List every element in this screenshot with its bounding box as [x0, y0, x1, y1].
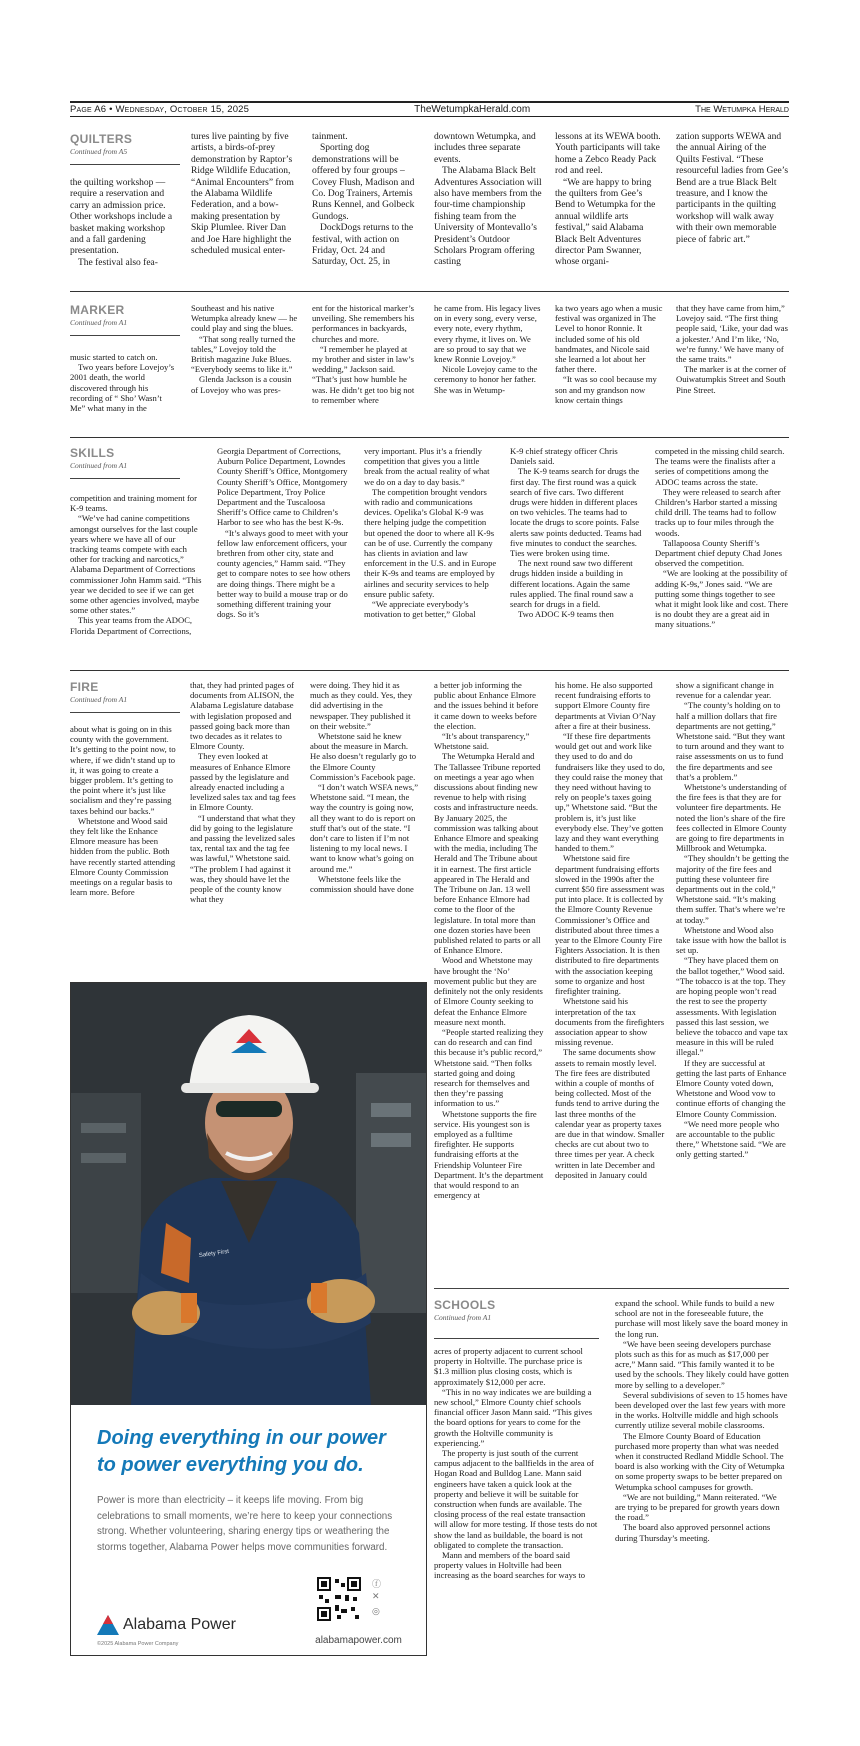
section-rule — [70, 335, 180, 336]
hat-text: Safety First — [198, 1248, 230, 1260]
article-column — [655, 446, 789, 662]
paragraph: “It was so cool because my son and my grandson now know certain things — [555, 374, 657, 405]
article-column — [555, 132, 663, 280]
paragraph: The property is just south of the current campus adjacent to the ballfields in the area of Hogan Road and Bulldog Lane. Mann said engineers have taken a quick look at the property and believe it will be suitable for construction when funds are available. The closing process of the real estate transaction will allow for more testing. If those tests do not show the land as buildable, the board is not obligated to complete the transaction. — [434, 1448, 598, 1550]
paragraph: Sporting dog demonstrations will be offered by four groups – Covey Flush, Madison and Co. Dog Trainers, Artemis Runs Kennel, and Golbeck Gundogs. — [312, 143, 415, 222]
logo-triangle-icon — [97, 1615, 119, 1635]
article-column — [555, 303, 663, 431]
paragraph: The Alabama Black Belt Adventures Association will also have members from the four-time championship fishing team from the University of Montevallo’s President’s Outdoor Scholars Program offering casting — [434, 166, 542, 268]
paragraph: They even looked at measures of Enhance Elmore passed by the legislature and already enacted including a levelized sales tax and tag fees in Elmore County. — [190, 751, 296, 813]
paragraph: a better job informing the public about Enhance Elmore and the issues behind it before it came down to weeks before the election. — [434, 680, 539, 731]
paragraph: “The county’s holding on to half a million dollars that fire departments are not getting,” Whetstone said. “But they want to turn around and they want to raise assessments on us to fund the fire departments and see that’s a problem.” — [676, 700, 786, 782]
paragraph: Several subdivisions of seven to 15 homes have been developed over the last few years with more in the works. Holtville middle and high schools currently utilize several mobile classrooms. — [615, 1389, 788, 1431]
paragraph: Wood and Whetstone may have brought the ‘No’ movement public but they are definitely not the only residents of Elmore County seeking to defeat the Enhance Elmore measure next month. — [434, 955, 543, 1027]
article-column — [70, 352, 178, 432]
paragraph: his home. He also supported recent fundraising efforts to support Elmore County fire departments at Vivian O’Nay after a fire at their business. — [555, 680, 656, 731]
lineman-photo — [71, 983, 427, 1405]
paragraph: “If these fire departments would get out and work like they used to do and do fundraisers like they used to do, they could raise the money that they need without having to rely on people’s taxes going up,” Whetstone said. “But the problem is, it’s just like everybody else. They’ve gotten lazy and they want everything handed to them.” — [555, 731, 665, 854]
section-title: QUILTERS — [70, 132, 133, 146]
paragraph: zation supports WEWA and the annual Airing of the Quilts Festival. “These resourceful ladies from Gee’s Bend are a true Black Belt treasure, and I know the participants in the quilting workshop will walk away with their own memorable piece of fabric art.” — [676, 132, 789, 245]
paragraph: The Wetumpka Herald and The Tallassee Tribune reported on meetings a year ago when discussions about finding new revenue to help with rising costs and infrastructure needs. By January 2025, the commission was talking about Enhance Elmore and speaking with the media, including The Herald and The Tribune about it in earnest. The first article appeared in The Herald and The Tribune on Jan. 13 well before Enhance Elmore had come to the floor of the legislature. In total more than one dozen stories have been published related to parts or all of Enhance Elmore. — [434, 751, 541, 956]
paragraph: tainment. — [312, 132, 348, 142]
folio-page-date: Page A6 • Wednesday, October 15, 2025 — [70, 104, 250, 115]
paragraph: “They shouldn’t be getting the majority of the fire fees and putting these volunteer fire departments out in the cold,” Whetstone said. “It’s making them suffer. That’s where we’re at today.” — [676, 853, 789, 925]
article-column — [434, 1346, 599, 1658]
instagram-icon[interactable]: ◎ — [372, 1607, 380, 1617]
paragraph: competition and training moment for K-9 teams. — [70, 493, 197, 514]
marker-section — [70, 303, 789, 431]
paragraph: Whetstone and Wood said they felt like the Enhance Elmore measure has been hidden from the public. Both have recently started attending Elmore County Commission meetings on a regular basis to learn more. Before — [70, 815, 176, 898]
article-column — [312, 132, 420, 280]
paragraph: downtown Wetumpka, and includes three separate events. — [434, 132, 536, 165]
paragraph: If they are successful at getting the last parts of Enhance Elmore County voted down, Whetstone and Wood vow to continue efforts of changing the Elmore County Commission. — [676, 1057, 787, 1119]
article-column — [434, 680, 544, 1280]
ad-headline: Doing everything in our power to power everything you do. — [97, 1427, 386, 1476]
qr-code-icon[interactable] — [317, 1577, 361, 1621]
paragraph: ka two years ago when a music festival was organized in The Level to honor Ronnie. It included some of his old bandmates, and Nicole said she learned a lot about her father there. — [555, 303, 663, 375]
paragraph: The marker is at the corner of Ouiwatumpkis Street and South Pine Street. — [676, 364, 787, 395]
paragraph: “We are happy to bring the quilters from Gee’s Bend to Wetumpka for the annual wildlife arts festival,” said Alabama Black Belt Adventures director Pam Swanner, whose organi- — [555, 177, 656, 268]
x-icon[interactable]: ✕ — [372, 1592, 380, 1602]
page-folio — [70, 101, 789, 117]
skills-head — [70, 446, 175, 479]
paragraph: Tallapoosa County Sheriff’s Department chief deputy Chad Jones observed the competition. — [655, 537, 782, 569]
article-column — [70, 724, 180, 974]
section-rule — [434, 1338, 599, 1339]
paragraph: Whetstone and Wood also take issue with how the ballot is set up. — [676, 924, 787, 956]
section-divider — [434, 1288, 789, 1289]
paragraph: Whetstone supports the fire service. His youngest son is employed as a fulltime firefighter. He supports fundraising efforts at the Friendship Volunteer Fire Department. It’s the department that would respond to an emergency at — [434, 1108, 544, 1201]
paragraph: “We appreciate everybody’s motivation to get better,” Global — [364, 599, 476, 620]
paragraph: Georgia Department of Corrections, Auburn Police Department, Lowndes County Sheriff’s Office, Montgomery County Sheriff’s Office, Montgomery Police Department, Troy Police Department and the Tuscaloosa Sheriff’s Office came to Children’s Harbor to see who has the best K-9s. — [217, 446, 348, 528]
section-rule — [70, 164, 180, 165]
marker-head — [70, 303, 175, 336]
article-column — [676, 303, 789, 431]
paragraph: ent for the historical marker’s unveiling. She remembers his performances in backyards, churches and more. — [312, 303, 415, 344]
quilters-head — [70, 132, 175, 165]
article-column — [434, 303, 542, 431]
paragraph: “We need more people who are accountable to the public there,” Whetstone said. “We are only getting started.” — [676, 1118, 786, 1160]
article-column — [555, 680, 665, 1280]
section-title: MARKER — [70, 303, 125, 317]
continued-label: Continued from A1 — [70, 695, 128, 704]
article-column — [364, 446, 498, 662]
alabama-power-ad[interactable] — [70, 982, 427, 1656]
paragraph: “We’ve had canine competitions amongst ourselves for the last couple years where we have all of our tracking teams compete with each other for tracking and narcotics,” Alabama Department of Corrections commissioner John Hamm said. “This year we decided to see if we can get some other agencies involved, maybe some other states.” — [70, 513, 202, 616]
paragraph: about what is going on in this county with the government. It’s getting to the point now, to where, if we didn’t stand up to it, it was going to create a bigger problem. It’s getting to the point where it’s just like socialism and they’re passing taxes behind our backs.” — [70, 724, 176, 816]
paragraph: tures live painting by five artists, a birds-of-prey demonstration by Raptor’s Ridge Wildlife Education, “Animal Encounters” from the Alabama Wildlife Federation, and a bow-making presentation by Skip Plumlee. River Dan and Joe Hare highlight the scheduled musical enter- — [191, 132, 294, 257]
paragraph: “This in no way indicates we are building a new school,” Elmore County chief schools financial officer Jason Mann said. “This gives the board options for years to come for the growth the Holtville community is experiencing.” — [434, 1386, 593, 1448]
paragraph: The next round saw two different drugs hidden inside a building in different locations. Again the same rules applied. The final round saw a search for drugs in a field. — [510, 558, 634, 610]
paragraph: competed in the missing child search. The teams were the finalists after a series of competitions among the ADOC teams across the state. — [655, 446, 785, 487]
article-column — [310, 680, 420, 972]
ad-body-text: Power is more than electricity – it keeps life moving. From big celebrations to small moments, we’re here to keep your connections strong. Whether volunteering, sharing energy tips or weathering the storms together, Alabama Power helps move communities forward. — [97, 1495, 393, 1553]
article-column — [70, 493, 204, 662]
paragraph: Two ADOC K-9 teams then — [518, 609, 614, 620]
paragraph: lessons at its WEWA booth. Youth participants will take home a Zebco Ready Pack rod and reel. — [555, 132, 661, 177]
paragraph: the quilting workshop — require a reservation and carry an admission price. Other workshops include a basket making workshop and a fall gardening presentation. — [70, 178, 173, 257]
paragraph: music started to catch on. — [70, 352, 158, 362]
paragraph: This year teams from the ADOC, Florida Department of Corrections, — [70, 615, 193, 636]
ad-copyright: ©2025 Alabama Power Company — [97, 1641, 179, 1647]
section-title: SKILLS — [70, 446, 115, 460]
paragraph: Whetstone said he knew about the measure in March. He also doesn’t regularly go to the Elmore County Commission’s Facebook page. — [310, 731, 417, 782]
article-column — [510, 446, 644, 662]
ad-copy — [97, 1425, 402, 1555]
article-column — [615, 1298, 789, 1658]
paragraph: The festival also fea- — [78, 257, 158, 268]
schools-head — [434, 1298, 539, 1339]
section-title: SCHOOLS — [434, 1298, 496, 1312]
paragraph: “We are looking at the possibility of adding K-9s,” Jones said. “We are putting some things together to see what it might look like and cost. There is no doubt they are a great aid in many situations.” — [655, 568, 789, 630]
skills-section — [70, 446, 789, 662]
section-divider — [70, 291, 789, 292]
paragraph: Nicole Lovejoy came to the ceremony to honor her father. She was in Wetump- — [434, 364, 538, 395]
paragraph: that, they had printed pages of documents from ALISON, the Alabama Legislature database with legislation proposed and passed going back more than two decades as it relates to Elmore County. — [190, 680, 295, 752]
paragraph: “I remember he played at my brother and sister in law’s wedding,” Jackson said. “That’s just how humble he was. He didn’t get too big not to remember where — [312, 343, 415, 405]
article-column — [217, 446, 351, 662]
section-rule — [70, 478, 180, 479]
paragraph: “It’s always good to meet with your fellow law enforcement officers, your brethren from other city, state and county agencies,” Hamm said. “They get to compare notes to see how others are doing things. There might be a better way to build a mouse trap or do something different training your dogs. So it’s — [217, 527, 351, 620]
article-column — [191, 303, 299, 431]
sunglasses — [216, 1101, 282, 1117]
paragraph: DockDogs returns to the festival, with action on Friday, Oct. 24 and Saturday, Oct. 25, in — [312, 223, 414, 268]
paragraph: The same documents show assets to remain mostly level. The fire fees are distributed within a couple of months of being collected. Most of the funds tend to arrive during the last three months of the calendar year as property taxes are due in that window. Smaller checks are cut about two to three times per year. A check written in late December and deposited in January could — [555, 1047, 665, 1180]
paragraph: Whetstone’s understanding of the fire fees is that they are for volunteer fire departments. He noted the lion’s share of the fire fees collected in Elmore County are going to fire departments in Millbrook and Wetumpka. — [676, 782, 787, 854]
article-column — [676, 680, 789, 1280]
paragraph: The competition brought vendors with radio and communications devices. Opelika’s Global K-9 was there helping judge the competition but opened the door to where all K-9s can be of use. Currently the company has clients in aviation and law enforcement in the U.S. and in Europe their K-9s and teams are employed by airlines and security services to help ensure public safety. — [364, 486, 497, 599]
continued-label: Continued from A1 — [70, 318, 128, 327]
article-column — [434, 132, 542, 280]
paragraph: The Elmore County Board of Education purchased more property than what was needed when it constructed Redland Middle School. The board is also working with the City of Wetumpka on some property swaps to be better prepared on Wetumpka school campuses for growth. — [615, 1430, 785, 1492]
section-divider — [70, 437, 789, 438]
paragraph: that they have came from him,” Lovejoy said. “The first thing people said, ‘Like, your dad was a jokester.’ And I’m like, ‘No, we’re funny.’ We have many of the same traits.” — [676, 303, 788, 365]
paragraph: Two years before Lovejoy’s 2001 death, the world discovered through his recording of “ Sho’ Wasn’t Me” what many in the — [70, 362, 175, 414]
section-rule — [70, 712, 180, 713]
logo-text: Alabama Power — [123, 1616, 236, 1633]
paragraph: he came from. His legacy lives on in every song, every verse, every note, every rhythm, every rhyme, it lives on. We are so proud to say that we knew Ronnie Lovejoy.” — [434, 303, 541, 365]
paragraph: acres of property adjacent to current school property in Holtville. The purchase price is $1.3 million plus closing costs, which is approximately $12,000 per acre. — [434, 1346, 583, 1387]
alabama-power-logo[interactable] — [97, 1615, 236, 1635]
continued-label: Continued from A5 — [70, 147, 128, 156]
paragraph: “We are not building,” Mann reiterated. “We are trying to be prepared for growth years down the road.” — [615, 1491, 780, 1523]
facebook-icon[interactable]: ⓕ — [372, 1580, 382, 1590]
section-title: FIRE — [70, 680, 99, 694]
section-divider — [70, 670, 789, 671]
paragraph: Southeast and his native Wetumpka already knew — he could play and sing the blues. — [191, 303, 298, 334]
paragraph: show a significant change in revenue for a calendar year. — [676, 680, 774, 701]
paragraph: The K-9 teams search for drugs the first day. The first round was a quick search of five cars. Two different drugs were hidden in different places on two vehicles. The teams had to locate the drugs to score points. False alerts saw points deducted. Teams had five minutes to conduct the searches. Ties were broken using time. — [510, 466, 642, 559]
paragraph: “I understand that what they did by going to the legislature and passing the levelized sales tax, rental tax and the tag fee was lawful,” Whetstone said. “The problem I had against it was, they should have let the people of the county know what they — [190, 812, 296, 905]
folio-paper-name: The Wetumpka Herald — [695, 104, 789, 115]
article-column — [676, 132, 789, 280]
paragraph: “That song really turned the tables,” Lovejoy told the British magazine Juke Blues. “Everybody seems to like it.” — [191, 333, 296, 375]
continued-label: Continued from A1 — [70, 461, 128, 470]
paragraph: Mann and members of the board said property values in Holtville had been increasing as the board searches for ways to — [434, 1550, 586, 1581]
lineman-illustration — [71, 983, 427, 1405]
paragraph: Whetstone said his interpretation of the tax documents from the firefighters association appear to show missing revenue. — [555, 996, 665, 1048]
paragraph: “I don’t watch WSFA news,” Whetstone said. “I mean, the way the country is going now, all they want to do is report on stuff that’s out of the state. “I don’t care to listen if I’m not listening to my local news. I want to know what’s going on around me.” — [310, 782, 419, 874]
article-column — [70, 178, 178, 280]
paragraph: “We have been seeing developers purchase plots such as this for as much as $17,000 per acre,” Mann said. “This family wanted it to be used by the schools. They likely could have gotten more by selling to a developer.” — [615, 1338, 789, 1390]
paragraph: Whetstone feels like the commission should have done — [310, 873, 414, 895]
paragraph: were doing. They hid it as much as they could. Yes, they did advertising in the newspaper. They published it on their website.” — [310, 680, 413, 731]
ad-website[interactable]: alabamapower.com — [315, 1635, 402, 1646]
paragraph: “People started realizing they can do research and can find this because it’s public record,” Whetstone said. “Then folks started going and doing research for themselves and then they’re passing information to us.” — [434, 1026, 544, 1109]
paragraph: The board also approved personnel actions during Thursday’s meeting. — [615, 1522, 771, 1543]
paragraph: They were released to search after Children’s Harbor started a missing child drill. The teams had to follow tracks up to four miles through the woods. — [655, 486, 781, 538]
schools-section — [434, 1298, 789, 1658]
folio-website[interactable]: TheWetumpkaHerald.com — [414, 104, 531, 115]
paragraph: “It’s about transparency,” Whetstone said. — [434, 731, 530, 752]
article-column — [190, 680, 300, 972]
article-column — [191, 132, 299, 280]
paragraph: very important. Plus it’s a friendly competition that gives you a little break from the actual reality of what we do on a day to day basis.” — [364, 446, 490, 487]
quilters-section — [70, 132, 789, 280]
article-column — [312, 303, 420, 431]
paragraph: K-9 chief strategy officer Chris Daniels said. — [510, 446, 618, 467]
continued-label: Continued from A1 — [434, 1313, 492, 1322]
paragraph: Glenda Jackson is a cousin of Lovejoy who was pres- — [191, 374, 292, 395]
paragraph: expand the school. While funds to build a new school are not in the foreseeable future, the purchase will most likely save the board money in the long run. — [615, 1298, 788, 1339]
paragraph: “They have placed them on the ballot together,” Wood said. “The tobacco is at the top. They are hoping people won’t read the rest to see the property assessments. With legislation passed this last session, we believe the tobacco and vape tax measure in this will be ruled illegal.” — [676, 955, 788, 1058]
fire-head — [70, 680, 175, 713]
paragraph: Whetstone said fire department fundraising efforts slowed in the 1990s after the current $50 fire assessment was put into place. It is collected by the Elmore County Revenue Commissioner’s Office and distributed about three times a year to the Elmore County Fire Fighters Association. It is then distributed to fire departments with the association keeping some to organize and host firefighter training. — [555, 853, 665, 997]
